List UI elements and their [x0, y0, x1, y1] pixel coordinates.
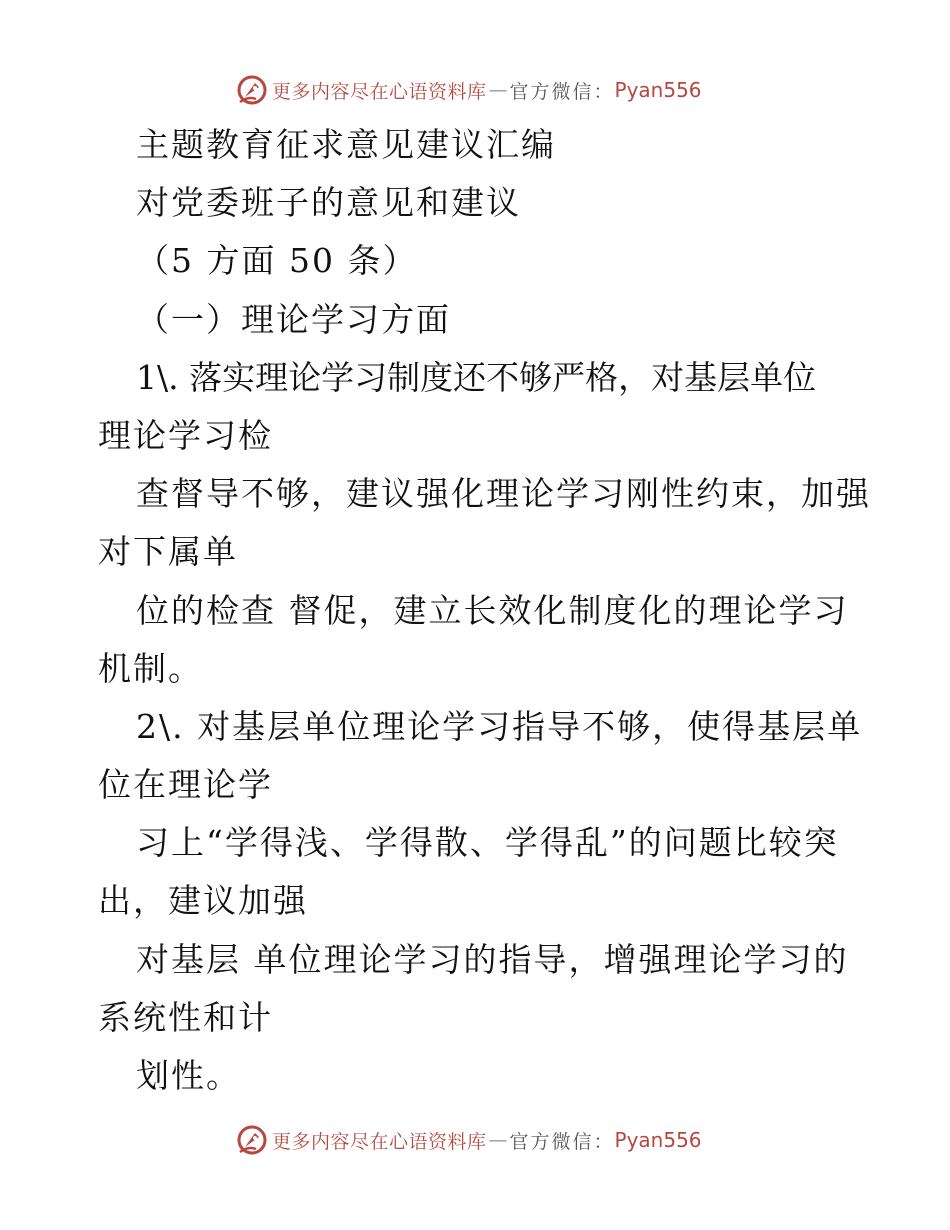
paragraph-line: 系统性和计	[98, 997, 273, 1037]
paragraph-line: 位的检查 督促，建立长效化制度化的理论学习	[136, 590, 849, 630]
paragraph-line: 位在理论学	[98, 765, 273, 805]
paragraph-line: 出，建议加强	[98, 881, 308, 921]
watermark-dash: —	[488, 1129, 508, 1151]
paragraph-line: 2\. 对基层单位理论学习指导不够，使得基层单	[136, 706, 863, 746]
footer-watermark	[236, 1123, 702, 1157]
pen-nib-logo-icon	[236, 74, 268, 106]
paragraph-line: 查督导不够，建议强化理论学习刚性约束，加强	[136, 474, 871, 514]
watermark-wechat-label: 官方微信：	[509, 80, 615, 103]
pen-nib-logo-icon	[236, 1124, 268, 1156]
watermark-wechat-id: Pyan556	[614, 78, 702, 102]
watermark-main-text: 更多内容尽在心语资料库	[272, 80, 487, 103]
watermark-wechat-id: Pyan556	[614, 1128, 702, 1152]
paragraph-line: 对下属单	[98, 532, 238, 572]
document-body	[98, 116, 871, 1105]
watermark-main-text: 更多内容尽在心语资料库	[272, 1130, 487, 1153]
paragraph-line: 习上“学得浅、学得散、学得乱”的问题比较突	[136, 823, 839, 863]
section-heading: （一）理论学习方面	[136, 299, 451, 339]
paragraph-line	[98, 349, 886, 407]
watermark-dash: —	[488, 79, 508, 101]
watermark-wechat-label: 官方微信：	[509, 1130, 615, 1153]
document-title: 主题教育征求意见建议汇编	[136, 125, 556, 164]
header-watermark	[236, 73, 702, 107]
paragraph-line: 对基层 单位理论学习的指导，增强理论学习的	[136, 939, 849, 979]
document-subtitle: 对党委班子的意见和建议	[136, 183, 521, 223]
paragraph-line: 理论学习检	[98, 415, 273, 455]
paragraph-line: 机制。	[98, 648, 203, 688]
document-scope-note: （5 方面 50 条）	[136, 241, 418, 281]
paragraph-text: 1\. 落实理论学习制度还不够严格，对基层单位	[136, 357, 817, 397]
paragraph-line: 划性。	[136, 1056, 241, 1095]
